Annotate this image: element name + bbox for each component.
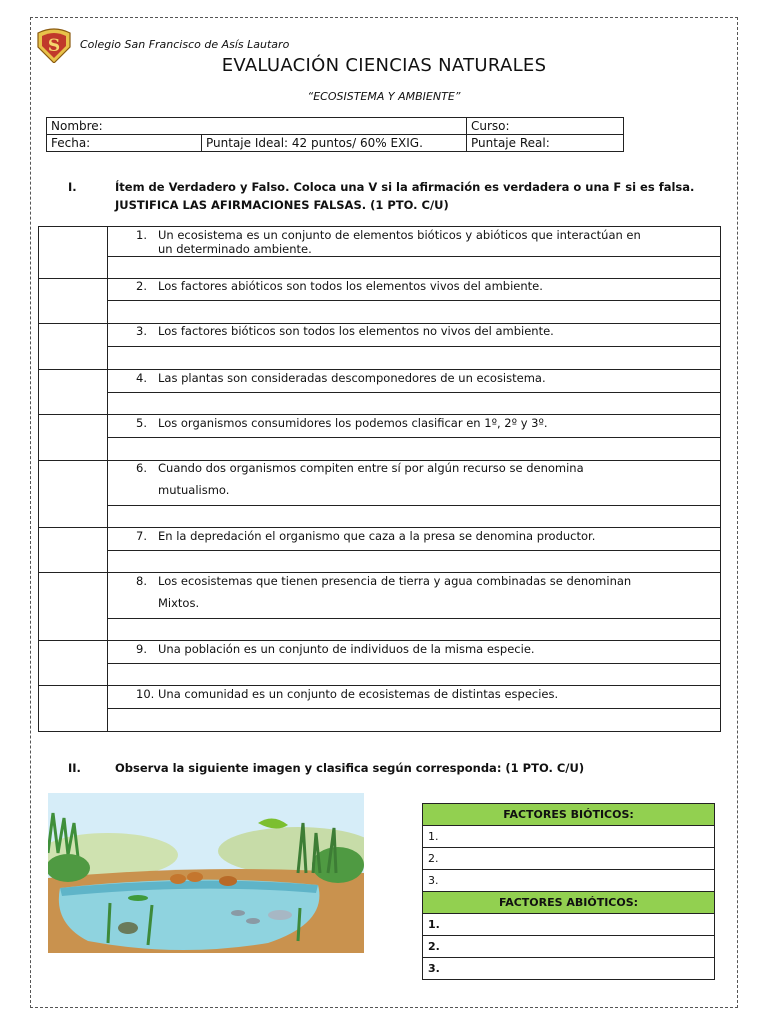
- biotico-answer-2[interactable]: 2.: [423, 848, 715, 870]
- justify-line: [107, 346, 721, 347]
- statement-2: 2. Los factores abióticos son todos los elementos vivos del ambiente.: [136, 275, 726, 297]
- puntaje-real-field[interactable]: Puntaje Real:: [467, 135, 624, 152]
- nombre-field[interactable]: Nombre:: [47, 118, 467, 135]
- justify-line: [107, 300, 721, 301]
- statement-number: 1.: [136, 228, 147, 242]
- justify-line: [107, 392, 721, 393]
- factors-table: [422, 803, 715, 980]
- justify-line: [107, 505, 721, 506]
- statement-8: 8. Los ecosistemas que tienen presencia de tierra y agua combinadas se denominan Mixtos.: [136, 570, 726, 614]
- justify-line: [107, 663, 721, 664]
- statement-9: 9. Una población es un conjunto de individuos de la misma especie.: [136, 638, 726, 660]
- page-subtitle: “ECOSISTEMA Y AMBIENTE”: [307, 90, 461, 103]
- biotico-answer-1[interactable]: 1.: [423, 826, 715, 848]
- statement-4: 4. Las plantas son consideradas descomponedores de un ecosistema.: [136, 367, 726, 389]
- statement-number: 4.: [136, 371, 147, 385]
- answer-column-divider: [107, 226, 108, 732]
- fecha-field[interactable]: Fecha:: [47, 135, 202, 152]
- curso-field[interactable]: Curso:: [467, 118, 624, 135]
- statement-number: 6.: [136, 461, 147, 475]
- puntaje-ideal: Puntaje Ideal: 42 puntos/ 60% EXIG.: [202, 135, 467, 152]
- abioticos-header: FACTORES ABIÓTICOS:: [423, 892, 715, 914]
- statement-7: 7. En la depredación el organismo que caza a la presa se denomina productor.: [136, 525, 726, 547]
- justify-line: [107, 256, 721, 257]
- school-name: Colegio San Francisco de Asís Lautaro: [80, 38, 290, 51]
- student-info-table: [46, 117, 624, 152]
- statement-number: 9.: [136, 642, 147, 656]
- statement-10: 10. Una comunidad es un conjunto de ecosistemas de distintas especies.: [136, 683, 726, 705]
- section-1-instructions: Ítem de Verdadero y Falso. Coloca una V si la afirmación es verdadera o una F si es falsa.: [115, 180, 695, 194]
- statement-6: 6. Cuando dos organismos compiten entre sí por algún recurso se denomina mutualismo.: [136, 457, 726, 501]
- section-2-instructions: Observa la siguiente imagen y clasifica según corresponda: (1 PTO. C/U): [115, 761, 585, 775]
- statement-number: 5.: [136, 416, 147, 430]
- statement-number: 3.: [136, 324, 147, 338]
- bioticos-header: FACTORES BIÓTICOS:: [423, 804, 715, 826]
- section-1-instructions-2: JUSTIFICA LAS AFIRMACIONES FALSAS. (1 PTO. C/U): [115, 198, 449, 212]
- section-1-number: I.: [68, 180, 77, 194]
- justify-line: [107, 708, 721, 709]
- justify-line: [107, 437, 721, 438]
- statement-5: 5. Los organismos consumidores los podemos clasificar en 1º, 2º y 3º.: [136, 412, 726, 434]
- section-2-number: II.: [68, 761, 81, 775]
- statement-3: 3. Los factores bióticos son todos los elementos no vivos del ambiente.: [136, 320, 726, 342]
- justify-line: [107, 550, 721, 551]
- statement-1: 1. Un ecosistema es un conjunto de elementos bióticos y abióticos que interactúan en un determinado ambiente.: [136, 228, 641, 256]
- statement-number: 10.: [136, 687, 155, 701]
- logo-letter: S: [47, 36, 61, 56]
- abiotico-answer-1[interactable]: 1.: [423, 914, 715, 936]
- abiotico-answer-2[interactable]: 2.: [423, 936, 715, 958]
- statement-number: 2.: [136, 279, 147, 293]
- biotico-answer-3[interactable]: 3.: [423, 870, 715, 892]
- page-title: EVALUACIÓN CIENCIAS NATURALES: [221, 55, 547, 76]
- statement-number: 7.: [136, 529, 147, 543]
- statement-number: 8.: [136, 574, 147, 588]
- abiotico-answer-3[interactable]: 3.: [423, 958, 715, 980]
- justify-line: [107, 618, 721, 619]
- pond-ecosystem-illustration: [48, 793, 364, 953]
